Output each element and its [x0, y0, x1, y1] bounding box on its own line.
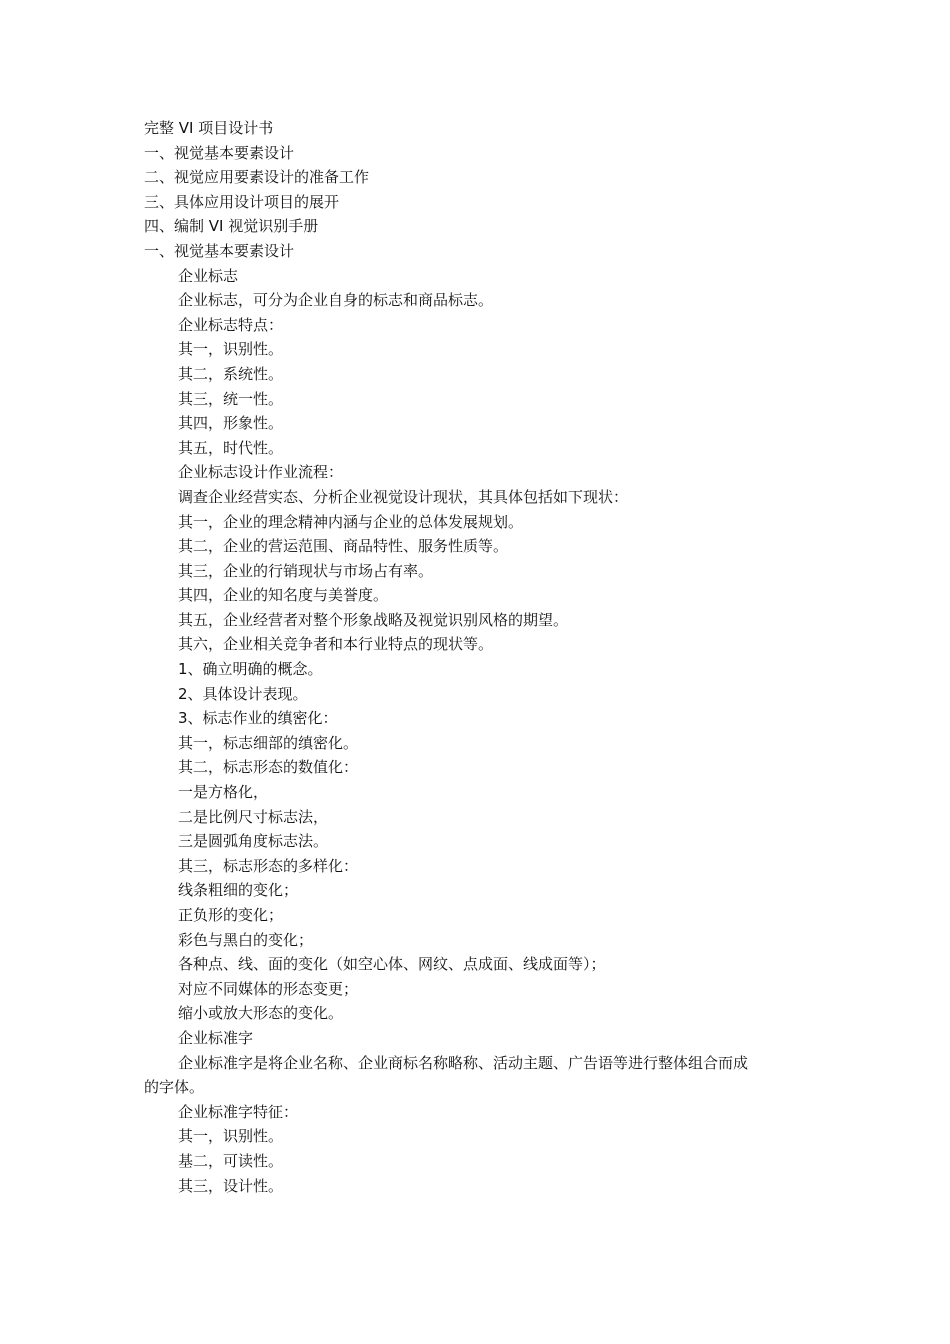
body-line: 其四，企业的知名度与美誉度。 — [178, 586, 389, 605]
body-line: 其一，识别性。 — [178, 340, 284, 359]
body-line: 2、具体设计表现。 — [178, 684, 308, 703]
body-line: 正负形的变化； — [178, 906, 284, 924]
subheading: 企业标志 — [178, 266, 239, 285]
body-line: 3、标志作业的缜密化： — [178, 709, 338, 728]
body-line: 其六，企业相关竞争者和本行业特点的现状等。 — [178, 635, 494, 654]
body-line: 其二，标志形态的数值化： — [178, 758, 359, 777]
body-line: 企业标志，可分为企业自身的标志和商品标志。 — [178, 291, 494, 310]
body-line: 一是方格化， — [178, 783, 269, 802]
body-line: 彩色与黑白的变化； — [178, 930, 314, 949]
body-line: 其三，设计性。 — [178, 1176, 284, 1195]
body-line: 其五，时代性。 — [178, 438, 284, 457]
body-line: 其一，标志细部的缜密化。 — [178, 733, 359, 752]
body-line: 其二，企业的营运范围、商品特性、服务性质等。 — [178, 537, 509, 556]
toc-item: 三、具体应用设计项目的展开 — [144, 192, 340, 211]
toc-item: 四、编制 VI 视觉识别手册 — [144, 217, 319, 236]
document-body — [144, 116, 824, 1198]
paragraph-line-continued: 的字体。 — [144, 1078, 205, 1097]
section-heading: 一、视觉基本要素设计 — [144, 241, 295, 260]
body-line: 二是比例尺寸标志法， — [178, 807, 329, 826]
body-line: 企业标志特点： — [178, 315, 284, 334]
body-line: 其三，企业的行销现状与市场占有率。 — [178, 561, 434, 580]
body-line: 对应不同媒体的形态变更； — [178, 979, 359, 998]
body-line: 其三，统一性。 — [178, 389, 284, 408]
toc-item: 一、视觉基本要素设计 — [144, 143, 295, 162]
body-line: 调查企业经营实态、分析企业视觉设计现状，其具体包括如下现状： — [178, 487, 629, 506]
body-line: 基二，可读性。 — [178, 1151, 284, 1170]
body-line: 企业标准字特征： — [178, 1102, 299, 1121]
body-line: 企业标志设计作业流程： — [178, 463, 344, 482]
subheading: 企业标准字 — [178, 1028, 254, 1047]
body-line: 其二，系统性。 — [178, 364, 284, 383]
body-line: 三是圆弧角度标志法。 — [178, 832, 329, 851]
body-line: 缩小或放大形态的变化。 — [178, 1004, 344, 1023]
body-line: 其一，企业的理念精神内涵与企业的总体发展规划。 — [178, 512, 524, 531]
body-line: 其三，标志形态的多样化： — [178, 856, 359, 875]
body-line: 各种点、线、面的变化（如空心体、网纹、点成面、线成面等）； — [178, 955, 606, 974]
paragraph-line: 企业标准字是将企业名称、企业商标名称略称、活动主题、广告语等进行整体组合而成 — [178, 1053, 749, 1072]
document-title: 完整 VI 项目设计书 — [144, 119, 274, 137]
body-line: 其四，形象性。 — [178, 414, 284, 433]
toc-item: 二、视觉应用要素设计的准备工作 — [144, 168, 370, 187]
body-line: 其五，企业经营者对整个形象战略及视觉识别风格的期望。 — [178, 610, 569, 629]
body-line: 线条粗细的变化； — [178, 881, 299, 900]
body-line: 1、确立明确的概念。 — [178, 660, 323, 679]
body-line: 其一，识别性。 — [178, 1127, 284, 1146]
